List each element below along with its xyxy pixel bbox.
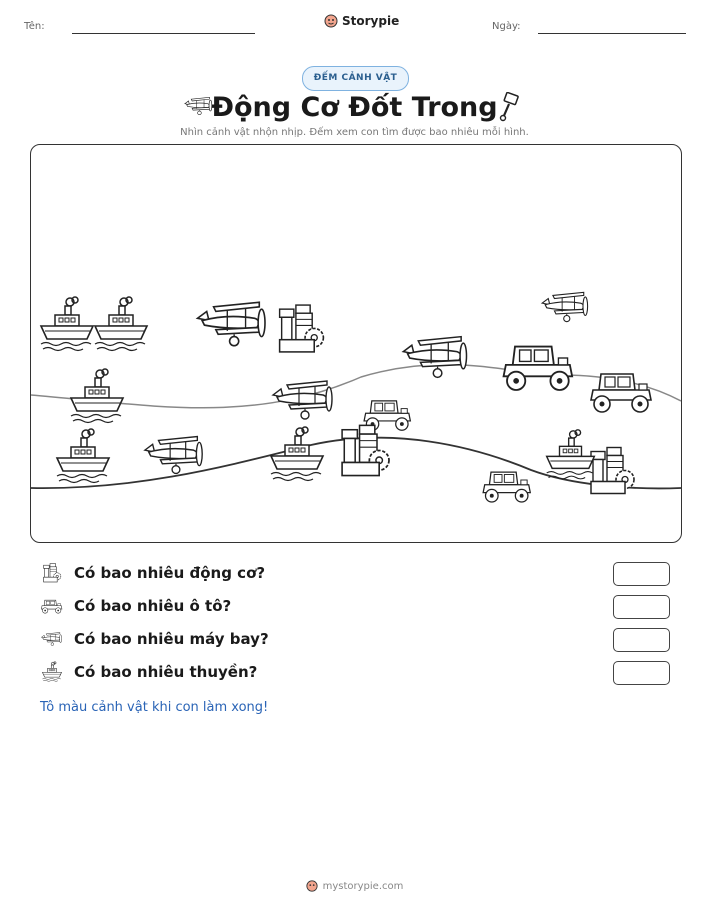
scene-engine-icon	[591, 448, 634, 494]
category-tag: ĐẾM CẢNH VẬT	[302, 66, 409, 91]
scene-picture	[30, 144, 682, 543]
boat-icon	[40, 660, 64, 684]
answer-box[interactable]	[613, 562, 670, 586]
date-label: Ngày:	[492, 21, 521, 32]
question-text: Có bao nhiêu ô tô?	[74, 597, 232, 615]
scene-boat-icon	[95, 297, 147, 351]
scene-boat-icon	[71, 369, 123, 423]
scene-plane-icon	[198, 302, 265, 345]
scene-boat-icon	[41, 297, 93, 351]
title-piston-icon	[497, 92, 523, 122]
question-row	[40, 594, 231, 618]
scene-car-icon	[483, 472, 530, 502]
plane-icon	[40, 627, 64, 651]
scene-plane-icon	[403, 337, 466, 378]
answer-box[interactable]	[613, 595, 670, 619]
scene-engine-icon	[342, 425, 389, 475]
date-line[interactable]	[538, 33, 686, 34]
question-row	[40, 561, 265, 585]
page-title: Động Cơ Đốt Trong	[211, 92, 498, 123]
scene-car-icon	[504, 347, 573, 390]
name-line[interactable]	[72, 33, 255, 34]
footer	[0, 880, 709, 892]
scene-engine-icon	[280, 305, 324, 352]
question-text: Có bao nhiêu máy bay?	[74, 630, 269, 648]
scene-plane-icon	[542, 292, 588, 321]
answer-box[interactable]	[613, 661, 670, 685]
question-row	[40, 660, 257, 684]
page-subtitle: Nhìn cảnh vật nhộn nhịp. Đếm xem con tìm được bao nhiêu mỗi hình.	[180, 127, 529, 138]
answer-box[interactable]	[613, 628, 670, 652]
scene-plane-icon	[273, 381, 332, 419]
name-label: Tên:	[24, 21, 45, 32]
scene-boat-icon	[57, 429, 109, 483]
footer-url: mystorypie.com	[322, 880, 404, 892]
coloring-note: Tô màu cảnh vật khi con làm xong!	[40, 700, 269, 715]
question-text: Có bao nhiêu thuyền?	[74, 663, 258, 681]
car-icon	[40, 594, 64, 618]
scene-car-icon	[591, 374, 651, 412]
question-text: Có bao nhiêu động cơ?	[74, 564, 266, 582]
engine-icon	[40, 561, 64, 585]
brand	[324, 14, 399, 28]
scene-boat-icon	[547, 430, 595, 479]
brand-name: Storypie	[342, 14, 400, 28]
question-row	[40, 627, 269, 651]
storypie-footer-logo-icon	[306, 880, 318, 892]
storypie-logo-icon	[324, 14, 338, 28]
scene-plane-icon	[145, 437, 202, 474]
